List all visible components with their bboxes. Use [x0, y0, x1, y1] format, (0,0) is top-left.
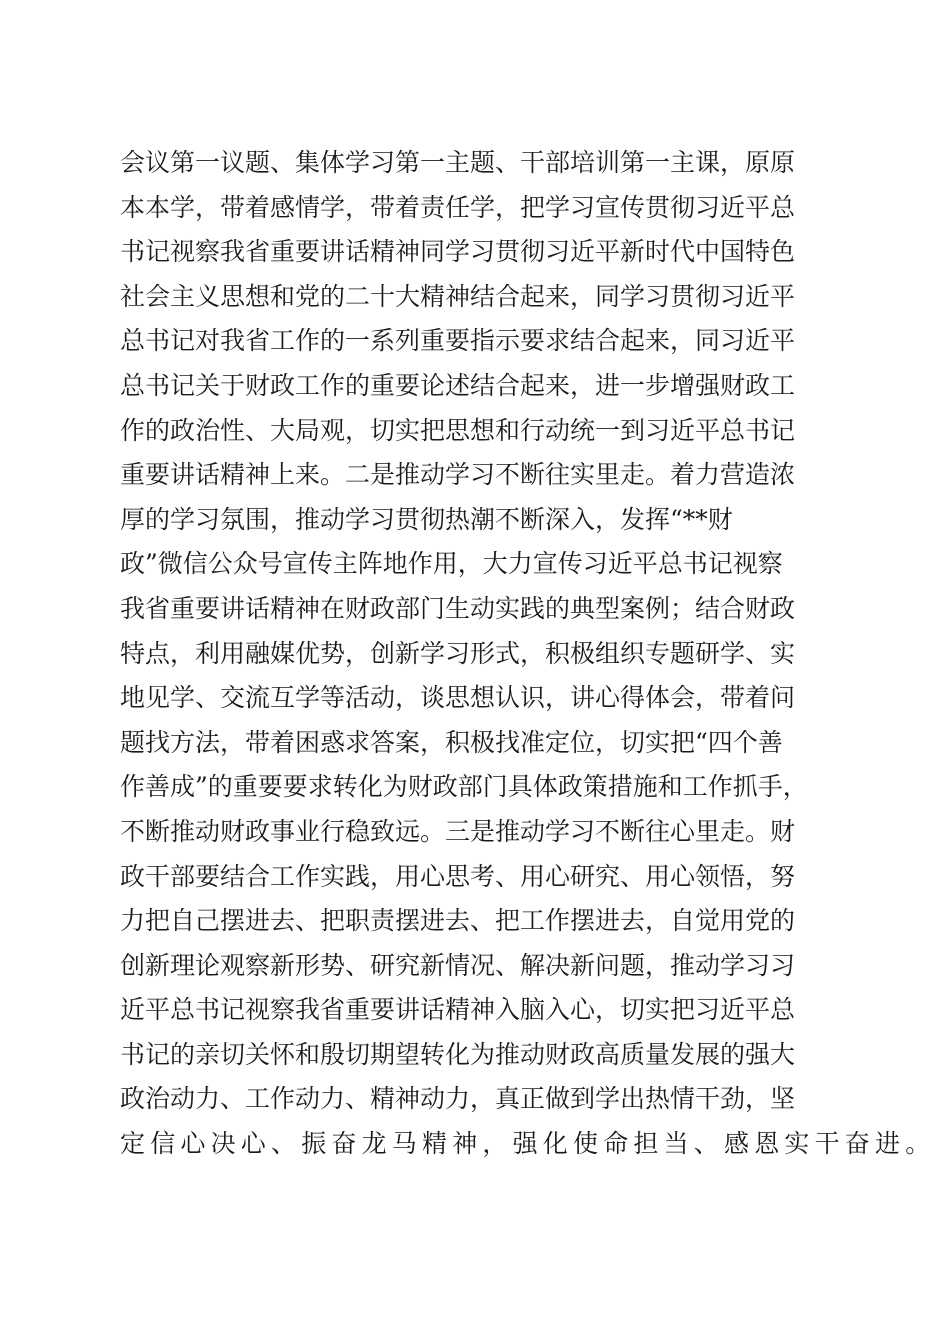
- text-line: 政干部要结合工作实践，用心思考、用心研究、用心领悟，努: [120, 861, 796, 891]
- text-line: 近平总书记视察我省重要讲话精神入脑入心，切实把习近平总: [120, 995, 796, 1025]
- text-line: 特点，利用融媒优势，创新学习形式，积极组织专题研学、实: [120, 638, 796, 668]
- text-line: 本本学，带着感情学，带着责任学，把学习宣传贯彻习近平总: [120, 192, 796, 222]
- text-line: 书记的亲切关怀和殷切期望转化为推动财政高质量发展的强大: [120, 1039, 796, 1069]
- text-line: 重要讲话精神上来。二是推动学习不断往实里走。着力营造浓: [120, 460, 796, 490]
- text-line-last: 定信心决心、振奋龙马精神，强化使命担当、感恩实干奋进。: [120, 1129, 936, 1159]
- text-line: 政治动力、工作动力、精神动力，真正做到学出热情干劲，坚: [120, 1084, 796, 1114]
- text-line: 不断推动财政事业行稳致远。三是推动学习不断往心里走。财: [120, 816, 796, 846]
- text-line: 总书记对我省工作的一系列重要指示要求结合起来，同习近平: [120, 326, 796, 356]
- text-line: 会议第一议题、集体学习第一主题、干部培训第一主课，原原: [120, 148, 796, 177]
- text-line: 厚的学习氛围，推动学习贯彻热潮不断深入，发挥“**财: [120, 504, 733, 534]
- text-line: 书记视察我省重要讲话精神同学习贯彻习近平新时代中国特色: [120, 237, 796, 267]
- text-line: 创新理论观察新形势、研究新情况、解决新问题，推动学习习: [120, 950, 796, 980]
- text-line: 总书记关于财政工作的重要论述结合起来，进一步增强财政工: [120, 370, 796, 400]
- text-line: 力把自己摆进去、把职责摆进去、把工作摆进去，自觉用党的: [120, 906, 796, 936]
- text-line: 地见学、交流互学等活动，谈思想认识，讲心得体会，带着问: [120, 683, 796, 713]
- text-line: 题找方法，带着困惑求答案，积极找准定位，切实把“四个善: [120, 727, 783, 757]
- text-line: 政”微信公众号宣传主阵地作用，大力宣传习近平总书记视察: [120, 549, 783, 579]
- text-line: 作的政治性、大局观，切实把思想和行动统一到习近平总书记: [120, 415, 796, 445]
- text-line: 作善成”的重要要求转化为财政部门具体政策措施和工作抓手，: [120, 772, 808, 802]
- text-line: 我省重要讲话精神在财政部门生动实践的典型案例；结合财政: [120, 593, 796, 623]
- text-line: 社会主义思想和党的二十大精神结合起来，同学习贯彻习近平: [120, 281, 796, 311]
- body-paragraph: [120, 141, 936, 1167]
